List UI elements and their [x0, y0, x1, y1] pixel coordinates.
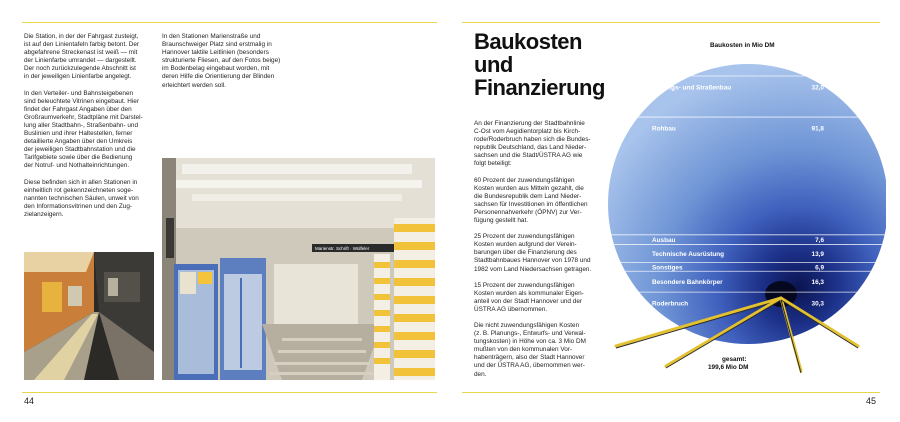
cost-tunnel-chart [596, 46, 886, 386]
band-label: Ausbau [652, 237, 676, 245]
paragraph: Diese befinden sich in allen Stationen in einheitlich rot gekennzeichneten soge- nannten technischen Säulen, unweit von den Informationsvitrinen und den Zug- zielanzeigern. [24, 178, 139, 218]
station-platform-illustration [24, 252, 154, 380]
paragraph: In den Verteiler- und Bahnsteigebenen sind beleuchtete Vitrinen eingebaut. Hier findet der Fahrgast Angaben über den Großraumverkehr, Stadtpläne mit Darstel- lung aller Stadtbahn-, Straßenbahn- und Buslinien und ihrer Haltestellen, ferner detaillierte Angaben über den Umkreis der jeweiligen Stadtbahnstation und die Tarifgebiete sowie über die Bedienung der Notruf- und Nothalteinrichtungen. [24, 89, 143, 170]
paragraph: 60 Prozent der zuwendungsfähigen Kosten wurden aus Mitteln gezahlt, die die Bundesrepublik dem Land Nieder- sachsen für Investitionen im öffentlichen Personennahverkehr (ÖPNV) zur Ver- fügung gestellt hat. [474, 176, 588, 225]
band-value: 7,6 [815, 237, 824, 245]
bottom-rule-right [462, 392, 880, 393]
station-interior-illustration [162, 158, 435, 380]
chart-title: Baukosten in Mio DM [710, 42, 775, 49]
total-value: 199,6 Mio DM [708, 364, 749, 371]
station-platform-photo [24, 252, 154, 380]
paragraph: In den Stationen Marienstraße und Braunschweiger Platz sind erstmalig in Hannover taktile Leitlinien (besonders strukturierte Fliesen, auf den Fotos beige) im Bodenbelag eingebaut worden, mit deren Hilfe die Orientierung der Blinden erleichtert werden soll. [162, 33, 281, 89]
top-rule-left [22, 22, 437, 23]
page-number-left: 44 [24, 396, 35, 406]
paragraph: An der Finanzierung der Stadtbahnlinie C-Ost vom Aegidientorplatz bis Kirch- rode/Roderbruch haben sich die Bundes- republik Deutschland, das Land Nieder- sachsen und die Stadt/ÜSTRA AG wie folgt beteiligt: [474, 120, 591, 168]
tunnel-circle [608, 64, 886, 344]
chart-total [708, 356, 749, 372]
left-column-1 [24, 33, 156, 227]
left-column-2 [162, 33, 302, 98]
band-value: 32,0 [811, 84, 824, 92]
band-label: Rohbau [652, 125, 676, 133]
direction-sign: Marienstr. Schrift · Wülfeler [315, 246, 370, 251]
top-rule-right [462, 22, 880, 23]
bottom-rule-left [22, 392, 437, 393]
right-body-column [474, 120, 612, 387]
paragraph: 25 Prozent der zuwendungsfähigen Kosten wurden aufgrund der Verein- barungen über die Finanzierung des Stadtbahnbaues Hannover von 1978 und 1982 vom Land Niedersachsen getragen. [474, 233, 592, 273]
paragraph: Die nicht zuwendungsfähigen Kosten (z. B. Planungs-, Entwurfs- und Verwal- tungskosten) in Höhe von ca. 3 Mio DM mußten von den kommunalen Vor- habenträgern, also der Stadt Hannover und der ÜSTRA AG, übernommen wer- den. [474, 321, 586, 378]
band-label: Technische Ausrüstung [652, 250, 725, 258]
band-value: 13,9 [811, 250, 824, 258]
paragraph: Die Station, in der der Fahrgast zusteigt, ist auf den Linientafeln farbig betont. Der abgefahrene Streckenast ist weiß — mit der Linienfarbe umrandet — dargestellt. Der noch zurückzulegende Abschnitt ist in der jeweiligen Linienfarbe angelegt. [24, 33, 140, 81]
band-label: Roderbruch [652, 300, 689, 308]
band-label: Leitungs- und Straßenbau [652, 84, 732, 92]
band-value: 16,3 [811, 279, 824, 287]
page-title: Baukosten und Finanzierung [474, 29, 605, 100]
total-label: gesamt: [722, 356, 747, 363]
paragraph: 15 Prozent der zuwendungsfähigen Kosten wurden als kommunaler Eigen- anteil von der Stadt Hannover und der ÜSTRA AG übernommen. [474, 281, 584, 313]
band-value: 91,8 [811, 125, 824, 133]
band-value: 6,9 [815, 264, 824, 272]
band-label: Besondere Bahnkörper [652, 279, 723, 287]
page-number-right: 45 [866, 396, 877, 406]
band-label: Sonstiges [652, 264, 683, 272]
band-value: 30,3 [811, 300, 824, 308]
station-interior-photo [162, 158, 435, 380]
